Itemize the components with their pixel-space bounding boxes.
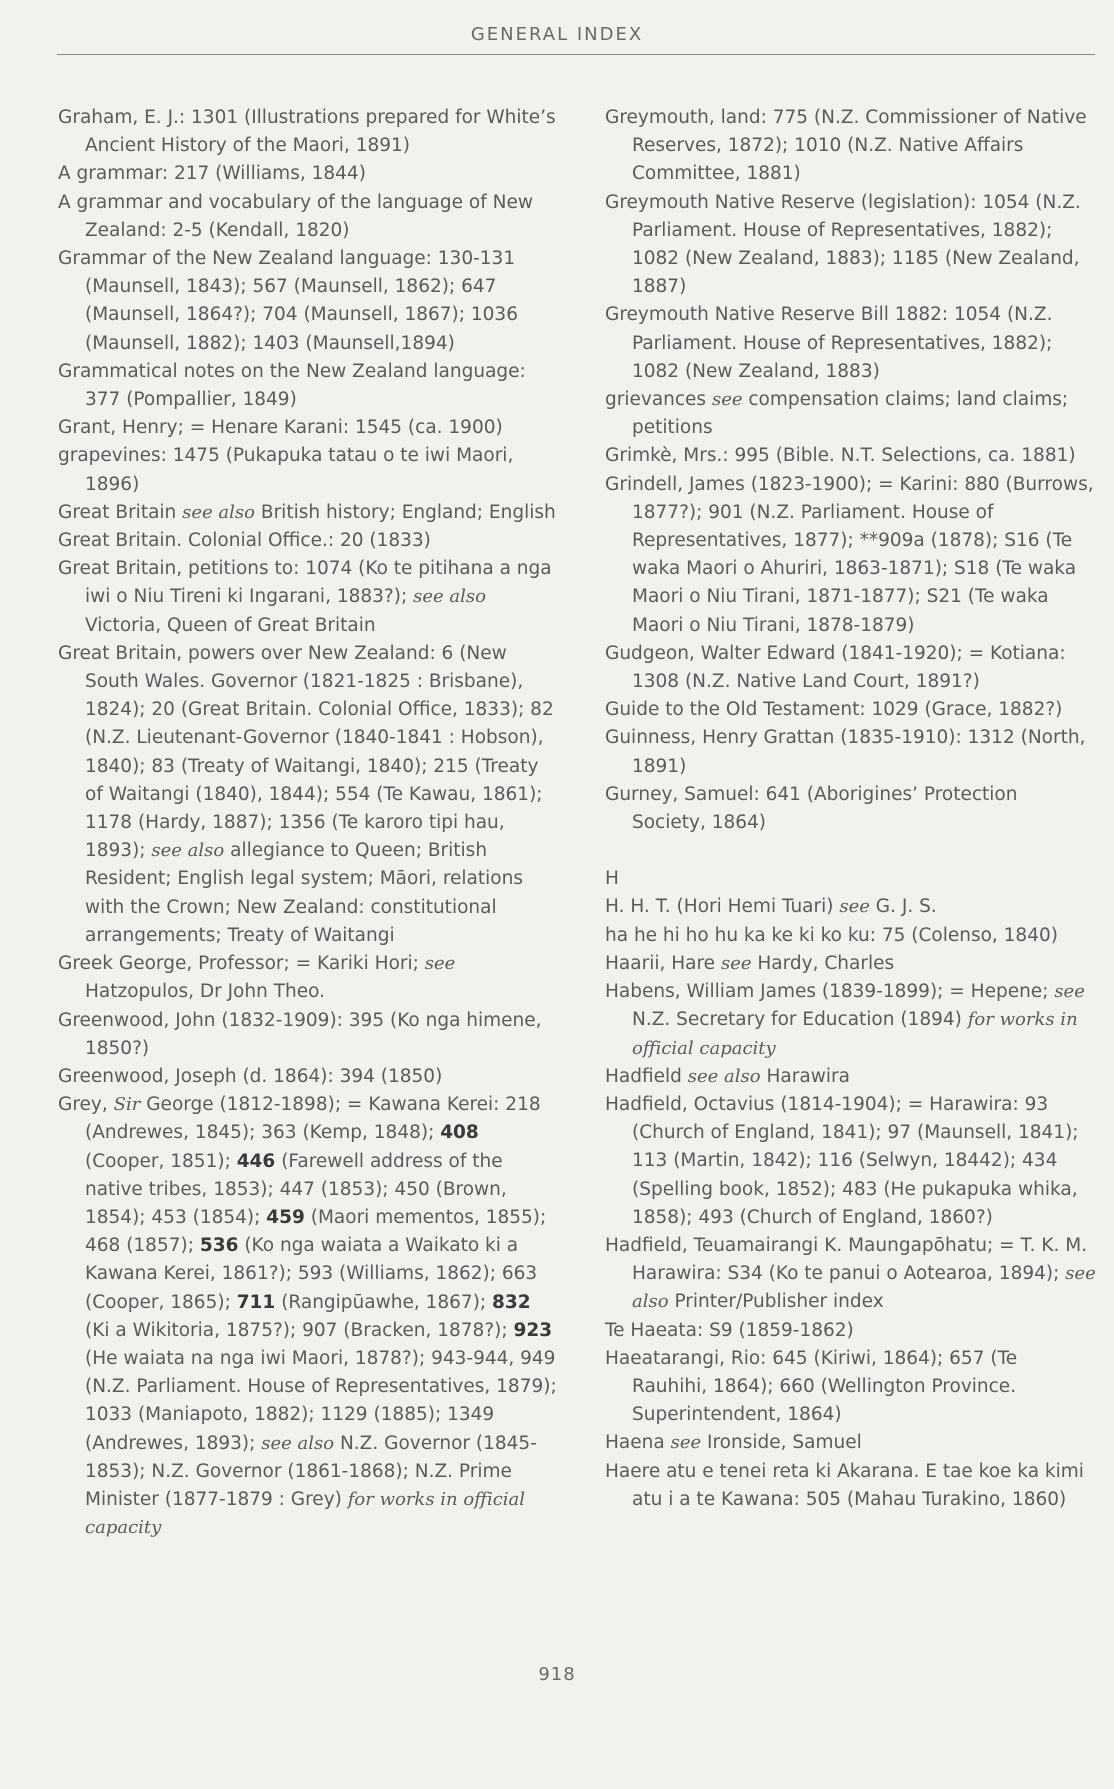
index-entry: Greymouth Native Reserve Bill 1882: 1054 (N.Z. Parliament. House of Representatives, 1882); 1082 (New Zealand, 1883) [605, 304, 1053, 382]
italic-text: for works in official capacity [632, 1009, 1078, 1059]
section-letter: H [605, 868, 619, 890]
index-entry: Great Britain, petitions to: 1074 (Ko te pitihana a nga iwi o Niu Tireni ki Ingarani, 1883?); see also Victoria, Queen of Great Britain [58, 558, 552, 636]
index-entry: Greymouth Native Reserve (legislation): 1054 (N.Z. Parliament. House of Representatives, 1882); 1082 (New Zealand, 1883); 1185 (New Zealand, 1887) [605, 191, 1081, 298]
index-entry: Great Britain, powers over New Zealand: 6 (New South Wales. Governor (1821-1825 : Brisbane), 1824); 20 (Great Britain. Colonial Office, 1833); 82 (N.Z. Lieutenant-Governor (1840-1841 : Hobson), 1840); 83 (Treaty of Waitangi, 1840); 215 (Treaty of Waitangi (1840), 1844); 554 (Te Kawau, 1861); 1178 (Hardy, 1887); 1356 (Te karoro tipi hau, 1893); see also allegiance to Queen; British Resident; English legal system; Māori, relations with the Crown; New Zealand: constitutional arrangements; Treaty of Waitangi [58, 642, 554, 946]
italic-text: see also [151, 840, 225, 862]
index-entry: Greek George, Professor; = Kariki Hori; see Hatzopulos, Dr John Theo. [58, 953, 456, 1003]
index-entry: Grammar of the New Zealand language: 130-131 (Maunsell, 1843); 567 (Maunsell, 1862); 647 (Maunsell, 1864?); 704 (Maunsell, 1867); 1036 (Maunsell, 1882); 1403 (Maunsell,1894) [58, 248, 518, 354]
index-entry: H. H. T. (Hori Hemi Tuari) see G. J. S. [605, 896, 937, 918]
index-entry: Great Britain. Colonial Office.: 20 (1833) [58, 530, 431, 552]
bold-reference: 408 [440, 1122, 479, 1144]
italic-text: see also [632, 1263, 1096, 1313]
italic-text: see also [687, 1065, 761, 1087]
index-column-right [605, 104, 1097, 1514]
italic-text: see [670, 1432, 702, 1454]
index-entry: Haere atu e tenei reta ki Akarana. E tae koe ka kimi atu i a te Kawana: 505 (Mahau Turakino, 1860) [605, 1460, 1084, 1510]
italic-text: see also [413, 586, 486, 608]
index-entry: Hadfield, Octavius (1814-1904); = Harawira: 93 (Church of England, 1841); 97 (Maunsell, 1841); 113 (Martin, 1842); 116 (Selwyn, 18442); 434 (Spelling book, 1852); 483 (He pukapuka whika, 1858); 493 (Church of England, 1860?) [605, 1093, 1079, 1228]
index-entry: Greenwood, John (1832-1909): 395 (Ko nga himene, 1850?) [58, 1009, 542, 1059]
index-entry: Graham, E. J.: 1301 (Illustrations prepared for White’s Ancient History of the Maori, 1891) [58, 107, 556, 157]
index-entry: grievances see compensation claims; land claims; petitions [605, 389, 1069, 439]
index-entry: A grammar and vocabulary of the language of New Zealand: 2-5 (Kendall, 1820) [58, 191, 533, 241]
bold-reference: 446 [236, 1150, 276, 1172]
italic-text: Sir [113, 1094, 141, 1116]
index-entry: Gudgeon, Walter Edward (1841-1920); = Kotiana: 1308 (N.Z. Native Land Court, 1891?) [605, 642, 1066, 693]
italic-text: see also [182, 501, 255, 523]
index-entry: Te Haeata: S9 (1859-1862) [605, 1319, 854, 1341]
bold-reference: 923 [513, 1319, 553, 1341]
italic-text: see [1054, 981, 1085, 1003]
index-entry: Hadfield, Teuamairangi K. Maungapōhatu; = T. K. M. Harawira: S34 (Ko te panui o Aotearoa, 1894); see also Printer/Publisher index [605, 1234, 1096, 1313]
index-entry: Haeatarangi, Rio: 645 (Kiriwi, 1864); 657 (Te Rauhihi, 1864); 660 (Wellington Province. Superintendent, 1864) [605, 1347, 1018, 1426]
italic-text: see also [261, 1432, 335, 1454]
index-entry: Haena see Ironside, Samuel [605, 1432, 862, 1454]
index-entry: Grindell, James (1823-1900); = Karini: 880 (Burrows, 1877?); 901 (N.Z. Parliament. House of Representatives, 1877); **909a (1878); S16 (Te waka Maori o Ahuriri, 1863-1871); S18 (Te waka Maori o Niu Tirani, 1871-1877); S21 (Te waka Maori o Niu Tirani, 1878-1879) [605, 473, 1094, 636]
header-rule [57, 54, 1095, 55]
index-entry: Guide to the Old Testament: 1029 (Grace, 1882?) [605, 699, 1063, 721]
index-entry: Grant, Henry; = Henare Karani: 1545 (ca. 1900) [58, 417, 503, 439]
bold-reference: 711 [236, 1291, 276, 1313]
running-head: GENERAL INDEX [470, 24, 644, 45]
section-gap [605, 837, 1097, 865]
index-entry: Habens, William James (1839-1899); = Hepene; see N.Z. Secretary for Education (1894) for works in official capacity [605, 981, 1085, 1059]
index-entry: Grey, Sir George (1812-1898); = Kawana Kerei: 218 (Andrewes, 1845); 363 (Kemp, 1848); 408 (Cooper, 1851); 446 (Farewell address of the native tribes, 1853); 447 (1853); 450 (Brown, 1854); 453 (1854); 459 (Maori mementos, 1855); 468 (1857); 536 (Ko nga waiata a Waikato ki a Kawana Kerei, 1861?); 593 (Williams, 1862); 663 (Cooper, 1865); 711 (Rangipūawhe, 1867); 832 (Ki a Wikitoria, 1875?); 907 (Bracken, 1878?); 923 (He waiata na nga iwi Maori, 1878?); 943-944, 949 (N.Z. Parliament. House of Representatives, 1879); 1033 (Maniapoto, 1882); 1129 (1885); 1349 (Andrewes, 1893); see also N.Z. Governor (1845-1853); N.Z. Governor (1861-1868); N.Z. Prime Minister (1877-1879 : Grey) for works in official capacity [58, 1094, 557, 1539]
index-entry: Hadfield see also Harawira [605, 1065, 850, 1087]
bold-reference: 536 [199, 1235, 239, 1257]
index-entry: ha he hi ho hu ka ke ki ko ku: 75 (Colenso, 1840) [605, 924, 1058, 946]
bold-reference: 832 [492, 1291, 531, 1313]
page-number: 918 [538, 1664, 576, 1685]
italic-text: see [424, 953, 456, 975]
italic-text: see [711, 389, 743, 411]
index-entry: A grammar: 217 (Williams, 1844) [58, 163, 366, 185]
index-entry: Great Britain see also British history; England; English [58, 501, 556, 523]
bold-reference: 459 [266, 1206, 305, 1228]
index-entry: Gurney, Samuel: 641 (Aborigines’ Protection Society, 1864) [605, 783, 1018, 834]
index-entry: Greymouth, land: 775 (N.Z. Commissioner of Native Reserves, 1872); 1010 (N.Z. Native Affairs Committee, 1881) [605, 107, 1087, 185]
index-column-left [58, 104, 560, 1542]
italic-text: see [720, 952, 752, 974]
index-entry: grapevines: 1475 (Pukapuka tatau o te iwi Maori, 1896) [58, 445, 514, 495]
italic-text: for works in official capacity [85, 1488, 526, 1539]
index-entry: Grammatical notes on the New Zealand language: 377 (Pompallier, 1849) [58, 360, 526, 411]
index-entry: Guinness, Henry Grattan (1835-1910): 1312 (North, 1891) [605, 727, 1086, 777]
index-entry: Grimkè, Mrs.: 995 (Bible. N.T. Selections, ca. 1881) [605, 445, 1076, 467]
italic-text: see [839, 896, 870, 918]
index-entry: Haarii, Hare see Hardy, Charles [605, 952, 895, 974]
index-entry: Greenwood, Joseph (d. 1864): 394 (1850) [58, 1065, 443, 1087]
